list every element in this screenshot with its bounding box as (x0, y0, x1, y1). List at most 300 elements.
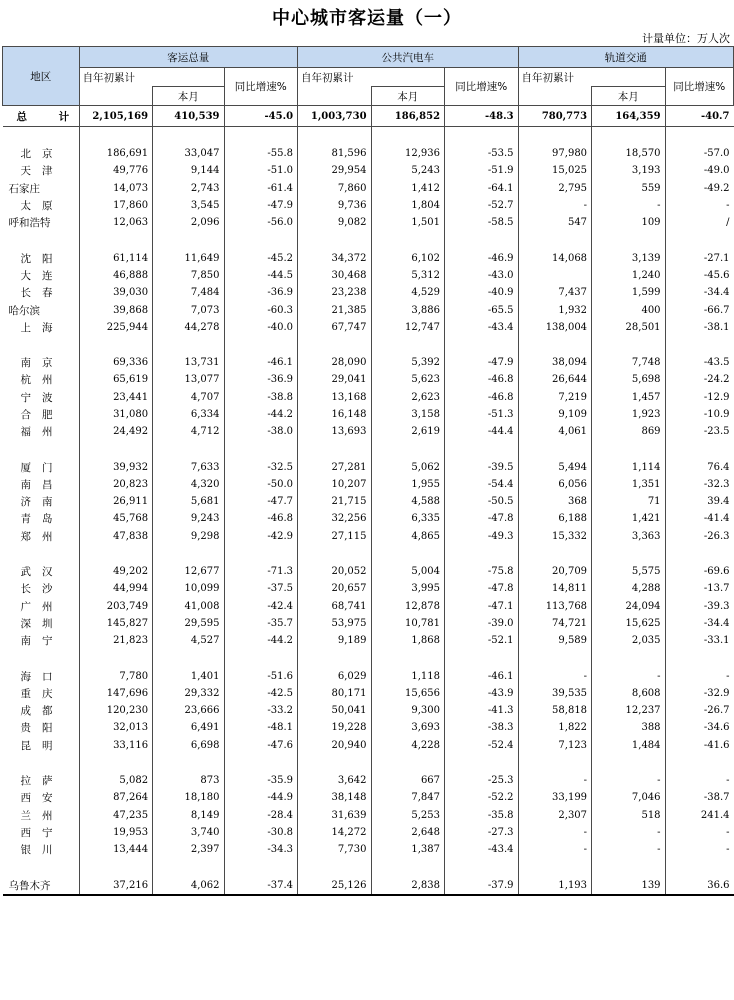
table-cell: 33,116 (79, 737, 153, 754)
header-yoy-bus: 同比增速% (445, 68, 519, 106)
header-month-total: 本月 (153, 87, 224, 106)
total-row (3, 106, 734, 127)
table-cell: -54.4 (445, 476, 519, 493)
table-cell: -40.0 (224, 319, 298, 336)
table-cell: 39.4 (665, 493, 733, 510)
table-row (3, 510, 734, 527)
header-ytd-rail: 自年初累计 (518, 68, 665, 87)
table-cell: -49.0 (665, 162, 733, 179)
spacer-cell (224, 545, 298, 563)
table-cell: 29,332 (153, 685, 224, 702)
spacer-cell (153, 127, 224, 146)
table-cell: 4,529 (371, 284, 445, 301)
table-cell: - (592, 667, 666, 684)
region-name: 乌鲁木齐 (3, 876, 80, 894)
region-name: 青岛 (20, 513, 64, 526)
spacer-cell (371, 545, 445, 563)
table-row (3, 563, 734, 580)
table-cell: 6,334 (153, 406, 224, 423)
region-name: 厦门 (20, 461, 64, 474)
table-cell: 6,102 (371, 249, 445, 266)
table-row (3, 615, 734, 632)
table-cell: 7,073 (153, 301, 224, 318)
table-cell: -23.5 (665, 423, 733, 440)
table-cell: 7,219 (518, 389, 592, 406)
table-cell: - (665, 667, 733, 684)
table-cell: - (665, 824, 733, 841)
table-row (3, 493, 734, 510)
table-cell: 28,090 (298, 354, 372, 371)
table-cell: - (592, 824, 666, 841)
table-cell: -43.0 (445, 267, 519, 284)
table-cell: 4,712 (153, 423, 224, 440)
table-cell: 32,256 (298, 510, 372, 527)
table-cell: 7,633 (153, 458, 224, 475)
spacer-cell (224, 440, 298, 458)
table-cell: -33.2 (224, 702, 298, 719)
unit-note: 计量单位：万人次 (642, 32, 730, 45)
table-cell: 5,392 (371, 354, 445, 371)
table-cell: 37,216 (79, 876, 153, 894)
table-cell: -45.0 (224, 106, 298, 127)
group-spacer (3, 440, 734, 458)
table-cell: -47.8 (445, 510, 519, 527)
table-cell: 225,944 (79, 319, 153, 336)
table-cell: -43.4 (445, 319, 519, 336)
spacer-cell (79, 231, 153, 249)
table-cell: 109 (592, 214, 666, 231)
table-cell: 1,932 (518, 301, 592, 318)
table-cell: -44.5 (224, 267, 298, 284)
table-cell: 47,838 (79, 528, 153, 545)
spacer-cell (445, 127, 519, 146)
table-cell: 400 (592, 301, 666, 318)
table-cell: -51.3 (445, 406, 519, 423)
spacer-cell (592, 545, 666, 563)
table-cell: 1,484 (592, 737, 666, 754)
spacer-cell (371, 231, 445, 249)
spacer-cell (518, 858, 592, 876)
table-cell: -38.8 (224, 389, 298, 406)
spacer-cell (3, 754, 80, 772)
table-cell: -57.0 (665, 145, 733, 162)
table-row (3, 876, 734, 894)
table-cell: 1,599 (592, 284, 666, 301)
table-cell: -38.1 (665, 319, 733, 336)
table-cell: -26.3 (665, 528, 733, 545)
spacer-cell (371, 858, 445, 876)
table-cell: -12.9 (665, 389, 733, 406)
table-cell: -38.7 (665, 789, 733, 806)
spacer-cell (153, 336, 224, 354)
table-cell: -37.9 (445, 876, 519, 894)
table-cell: -36.9 (224, 371, 298, 388)
table-cell: 3,886 (371, 301, 445, 318)
table-header (3, 47, 734, 106)
spacer-cell (592, 858, 666, 876)
spacer-cell (518, 336, 592, 354)
region-name: 石家庄 (8, 182, 40, 195)
group-spacer (3, 754, 734, 772)
group-spacer (3, 858, 734, 876)
table-cell: -47.9 (445, 354, 519, 371)
table-cell: 10,207 (298, 476, 372, 493)
table-cell: 23,666 (153, 702, 224, 719)
table-cell: 1,421 (592, 510, 666, 527)
table-cell: 5,494 (518, 458, 592, 475)
table-cell: 14,068 (518, 249, 592, 266)
table-cell: 5,698 (592, 371, 666, 388)
table-cell: 87,264 (79, 789, 153, 806)
table-row (3, 789, 734, 806)
table-cell: 2,307 (518, 807, 592, 824)
table-row (3, 667, 734, 684)
group-spacer (3, 127, 734, 146)
region-name: 总 计 (3, 106, 80, 127)
region-name: 武汉 (20, 566, 64, 579)
table-cell: -47.9 (224, 197, 298, 214)
passenger-volume-table (2, 46, 734, 896)
region-name: 银川 (20, 844, 64, 857)
table-cell: 61,114 (79, 249, 153, 266)
table-cell: 9,298 (153, 528, 224, 545)
table-cell: 7,847 (371, 789, 445, 806)
table-cell: 5,312 (371, 267, 445, 284)
table-cell: 21,715 (298, 493, 372, 510)
table-cell: -47.6 (224, 737, 298, 754)
table-cell: 53,975 (298, 615, 372, 632)
table-cell: 20,940 (298, 737, 372, 754)
table-cell (518, 267, 592, 284)
header-region: 地区 (3, 47, 80, 106)
table-cell: 3,995 (371, 580, 445, 597)
table-cell: 1,387 (371, 841, 445, 858)
table-cell: 9,736 (298, 197, 372, 214)
table-cell: 9,144 (153, 162, 224, 179)
region-name: 济南 (20, 496, 64, 509)
table-cell: 45,768 (79, 510, 153, 527)
table-cell: - (518, 824, 592, 841)
table-cell: 13,077 (153, 371, 224, 388)
header-group-total: 客运总量 (79, 47, 297, 68)
table-cell: - (518, 197, 592, 214)
spacer-cell (224, 649, 298, 667)
table-cell: 50,041 (298, 702, 372, 719)
table-cell: - (592, 197, 666, 214)
table-cell: 13,168 (298, 389, 372, 406)
table-row (3, 476, 734, 493)
table-cell: 3,545 (153, 197, 224, 214)
table-row (3, 807, 734, 824)
table-cell: -69.6 (665, 563, 733, 580)
table-cell: 5,575 (592, 563, 666, 580)
spacer-cell (445, 649, 519, 667)
table-cell: 1,118 (371, 667, 445, 684)
table-cell: 18,570 (592, 145, 666, 162)
table-cell: 13,444 (79, 841, 153, 858)
table-cell: -39.0 (445, 615, 519, 632)
table-cell: 1,955 (371, 476, 445, 493)
table-cell: 69,336 (79, 354, 153, 371)
spacer-cell (79, 440, 153, 458)
spacer-cell (665, 127, 733, 146)
table-cell: 3,642 (298, 772, 372, 789)
spacer-cell (79, 649, 153, 667)
table-cell: -39.5 (445, 458, 519, 475)
region-name: 昆明 (20, 739, 64, 752)
table-cell: 31,080 (79, 406, 153, 423)
table-cell: -45.2 (224, 249, 298, 266)
region-name: 大连 (20, 269, 64, 282)
region-name: 宁波 (20, 391, 64, 404)
table-row (3, 162, 734, 179)
table-cell: -26.7 (665, 702, 733, 719)
table-cell: 36.6 (665, 876, 733, 894)
table-cell: 27,281 (298, 458, 372, 475)
table-row (3, 284, 734, 301)
table-cell: 12,677 (153, 563, 224, 580)
table-cell: -52.2 (445, 789, 519, 806)
spacer-cell (665, 545, 733, 563)
spacer-cell (79, 858, 153, 876)
table-row (3, 632, 734, 649)
table-cell: 14,811 (518, 580, 592, 597)
table-cell: -35.9 (224, 772, 298, 789)
region-name: 兰州 (20, 809, 64, 822)
table-cell: -32.5 (224, 458, 298, 475)
spacer-cell (445, 440, 519, 458)
table-cell: 31,639 (298, 807, 372, 824)
table-cell: -50.0 (224, 476, 298, 493)
table-row (3, 354, 734, 371)
table-cell: -39.3 (665, 598, 733, 615)
table-cell: -38.0 (224, 423, 298, 440)
table-cell: -32.9 (665, 685, 733, 702)
region-name: 天津 (20, 165, 64, 178)
table-cell: -47.1 (445, 598, 519, 615)
table-cell: 5,681 (153, 493, 224, 510)
table-cell: 23,238 (298, 284, 372, 301)
table-cell: 1,501 (371, 214, 445, 231)
table-cell: 1,923 (592, 406, 666, 423)
table-cell: 10,781 (371, 615, 445, 632)
spacer-cell (79, 545, 153, 563)
table-cell: -41.3 (445, 702, 519, 719)
spacer-cell (3, 336, 80, 354)
spacer-cell (79, 336, 153, 354)
table-cell: -49.3 (445, 528, 519, 545)
table-row (3, 737, 734, 754)
table-cell: 23,441 (79, 389, 153, 406)
table-cell: -46.8 (224, 510, 298, 527)
table-row (3, 389, 734, 406)
table-cell: -34.4 (665, 284, 733, 301)
table-cell: - (665, 197, 733, 214)
table-cell: 4,707 (153, 389, 224, 406)
table-cell: 1,240 (592, 267, 666, 284)
table-cell: 80,171 (298, 685, 372, 702)
table-cell: 2,648 (371, 824, 445, 841)
table-cell: 8,149 (153, 807, 224, 824)
table-cell: 3,158 (371, 406, 445, 423)
table-cell: - (665, 841, 733, 858)
spacer-cell (445, 231, 519, 249)
table-cell: -46.1 (445, 667, 519, 684)
table-cell: -34.6 (665, 719, 733, 736)
table-cell: 4,062 (153, 876, 224, 894)
table-cell: - (665, 772, 733, 789)
table-cell: 873 (153, 772, 224, 789)
table-cell: 667 (371, 772, 445, 789)
table-cell: - (518, 667, 592, 684)
region-name: 上海 (20, 321, 64, 334)
table-cell: -24.2 (665, 371, 733, 388)
table-cell: - (592, 772, 666, 789)
table-cell: 6,335 (371, 510, 445, 527)
table-row (3, 371, 734, 388)
spacer-cell (592, 754, 666, 772)
region-name: 沈阳 (20, 252, 64, 265)
table-cell: 20,052 (298, 563, 372, 580)
table-cell: 12,747 (371, 319, 445, 336)
table-cell: -34.4 (665, 615, 733, 632)
table-cell: -51.9 (445, 162, 519, 179)
spacer-cell (298, 127, 372, 146)
table-cell: -46.8 (445, 389, 519, 406)
region-name: 哈尔滨 (8, 304, 40, 317)
spacer-cell (445, 545, 519, 563)
spacer-cell (371, 336, 445, 354)
table-row (3, 423, 734, 440)
table-cell: -46.9 (445, 249, 519, 266)
header-month-rail: 本月 (592, 87, 666, 106)
group-spacer (3, 649, 734, 667)
table-cell: 14,073 (79, 180, 153, 197)
table-row (3, 598, 734, 615)
table-cell: 29,595 (153, 615, 224, 632)
table-cell: 186,691 (79, 145, 153, 162)
header-month-bus: 本月 (371, 87, 445, 106)
table-row (3, 824, 734, 841)
table-cell: 1,351 (592, 476, 666, 493)
region-name: 广州 (20, 600, 64, 613)
table-cell: 38,148 (298, 789, 372, 806)
table-cell: 81,596 (298, 145, 372, 162)
table-cell: 47,235 (79, 807, 153, 824)
table-cell: 17,860 (79, 197, 153, 214)
table-cell: 2,105,169 (79, 106, 153, 127)
table-cell: 26,644 (518, 371, 592, 388)
table-cell: 13,693 (298, 423, 372, 440)
table-cell: 21,385 (298, 301, 372, 318)
table-cell: -35.7 (224, 615, 298, 632)
table-cell: -61.4 (224, 180, 298, 197)
table-cell: 7,850 (153, 267, 224, 284)
spacer-cell (153, 649, 224, 667)
spacer-cell (371, 649, 445, 667)
region-name: 杭州 (20, 374, 64, 387)
table-cell: -43.9 (445, 685, 519, 702)
table-cell: -52.7 (445, 197, 519, 214)
spacer-cell (665, 754, 733, 772)
table-cell: -48.1 (224, 719, 298, 736)
table-cell: 147,696 (79, 685, 153, 702)
table-cell: 5,004 (371, 563, 445, 580)
table-cell: 7,780 (79, 667, 153, 684)
spacer-cell (592, 440, 666, 458)
table-cell: - (518, 841, 592, 858)
table-row (3, 249, 734, 266)
spacer-cell (153, 858, 224, 876)
spacer-cell (153, 231, 224, 249)
table-cell: -56.0 (224, 214, 298, 231)
table-row (3, 528, 734, 545)
table-cell: 5,082 (79, 772, 153, 789)
group-spacer (3, 336, 734, 354)
table-cell: 65,619 (79, 371, 153, 388)
table-cell: 5,623 (371, 371, 445, 388)
table-row (3, 267, 734, 284)
region-name: 重庆 (20, 687, 64, 700)
table-body (3, 106, 734, 895)
table-cell: -38.3 (445, 719, 519, 736)
table-cell: -44.9 (224, 789, 298, 806)
table-cell: 33,047 (153, 145, 224, 162)
table-cell: 1,804 (371, 197, 445, 214)
spacer-cell (224, 754, 298, 772)
table-row (3, 145, 734, 162)
spacer-cell (665, 231, 733, 249)
table-cell: -51.0 (224, 162, 298, 179)
table-cell: 1,412 (371, 180, 445, 197)
table-row (3, 180, 734, 197)
region-name: 福州 (20, 426, 64, 439)
table-cell: 869 (592, 423, 666, 440)
spacer-cell (224, 858, 298, 876)
table-cell: -40.9 (445, 284, 519, 301)
table-cell: -28.4 (224, 807, 298, 824)
table-cell: 12,237 (592, 702, 666, 719)
spacer-cell (298, 336, 372, 354)
table-cell: 15,656 (371, 685, 445, 702)
spacer-cell (665, 649, 733, 667)
table-cell: 368 (518, 493, 592, 510)
spacer-cell (3, 231, 80, 249)
table-cell: 7,748 (592, 354, 666, 371)
table-cell: -25.3 (445, 772, 519, 789)
table-cell: -71.3 (224, 563, 298, 580)
table-cell: 15,025 (518, 162, 592, 179)
table-cell: 6,491 (153, 719, 224, 736)
spacer-cell (3, 858, 80, 876)
table-cell: 71 (592, 493, 666, 510)
table-cell: 19,953 (79, 824, 153, 841)
spacer-cell (298, 858, 372, 876)
table-cell: -41.4 (665, 510, 733, 527)
table-cell: 547 (518, 214, 592, 231)
table-cell: -47.8 (445, 580, 519, 597)
spacer-cell (665, 858, 733, 876)
table-cell: 4,061 (518, 423, 592, 440)
table-cell: 3,139 (592, 249, 666, 266)
table-cell: -42.5 (224, 685, 298, 702)
table-cell: 9,082 (298, 214, 372, 231)
header-spacer (518, 87, 592, 106)
spacer-cell (3, 545, 80, 563)
region-name: 南宁 (20, 635, 64, 648)
region-name: 南京 (20, 357, 64, 370)
table-cell: 15,625 (592, 615, 666, 632)
